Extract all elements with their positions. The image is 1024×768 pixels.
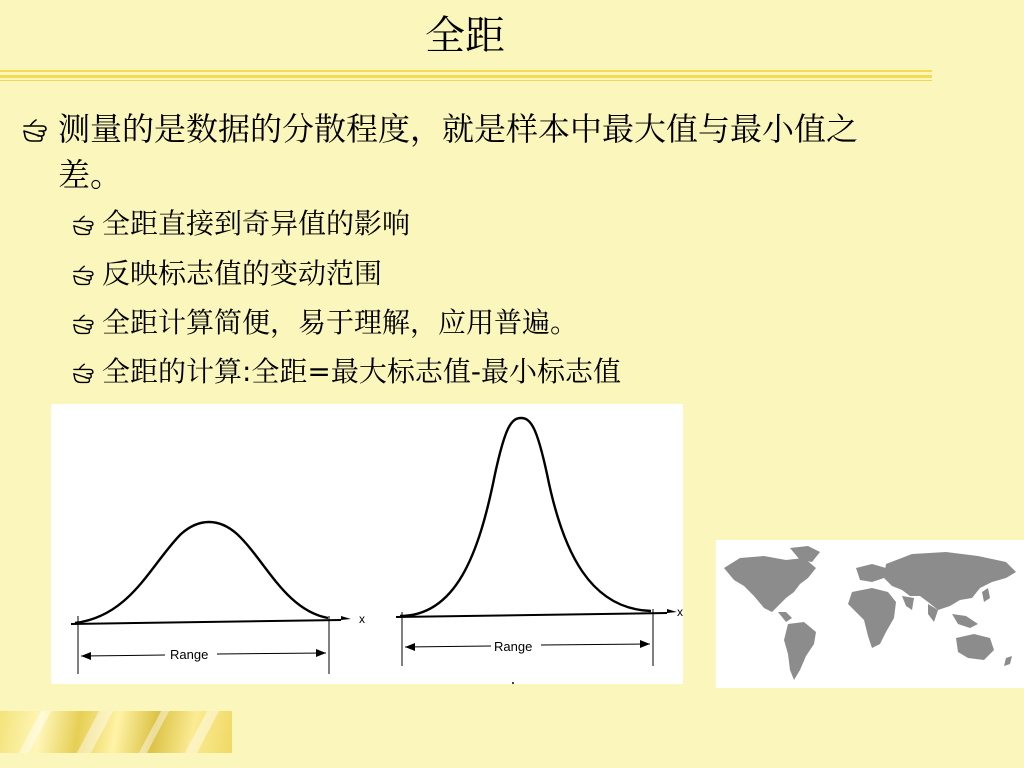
main-bullet-text: 测量的是数据的分散程度，就是样本中最大值与最小值之差。: [58, 110, 859, 194]
title-rule: [0, 75, 932, 78]
pointing-hand-icon: [72, 310, 100, 336]
left-distribution: [71, 522, 365, 674]
left-x-axis: [71, 620, 341, 624]
pointing-hand-icon: [72, 359, 100, 385]
decorative-banner: [0, 711, 232, 753]
sub-bullet: [72, 206, 410, 242]
pointing-hand-icon: [72, 211, 100, 237]
sub-bullet-text: 全距的计算:全距=最大标志值-最小标志值: [102, 355, 622, 388]
sub-bullet-text: 全距计算简便，易于理解，应用普遍。: [102, 306, 579, 339]
distribution-figure: [51, 404, 683, 684]
left-range-arrow: [81, 655, 165, 656]
left-curve: [75, 522, 328, 623]
pointing-hand-icon: [72, 261, 100, 287]
world-map: [716, 540, 1024, 688]
left-range-label: Range: [170, 647, 209, 662]
right-axis-label: x: [677, 605, 683, 619]
pointing-hand-icon: [22, 114, 54, 144]
sub-bullet-text: 全距直接到奇异值的影响: [102, 207, 411, 240]
right-range-label: Range: [494, 639, 533, 654]
right-x-axis: [396, 613, 667, 617]
sub-bullet: [72, 256, 382, 292]
left-axis-label: x: [359, 612, 365, 626]
right-curve: [400, 418, 651, 616]
page-title: 全距: [425, 13, 505, 59]
title-rule: [0, 80, 932, 81]
right-range-arrow: [405, 646, 491, 647]
sub-bullet: [72, 354, 621, 390]
distribution-curves: [51, 404, 683, 684]
main-bullet: [22, 106, 902, 198]
world-map-icon: [716, 540, 1024, 688]
sub-bullet-text: 反映标志值的变动范围: [102, 257, 383, 290]
sub-bullet: [72, 305, 578, 341]
title-rule: [0, 70, 932, 72]
right-distribution: [396, 418, 683, 666]
